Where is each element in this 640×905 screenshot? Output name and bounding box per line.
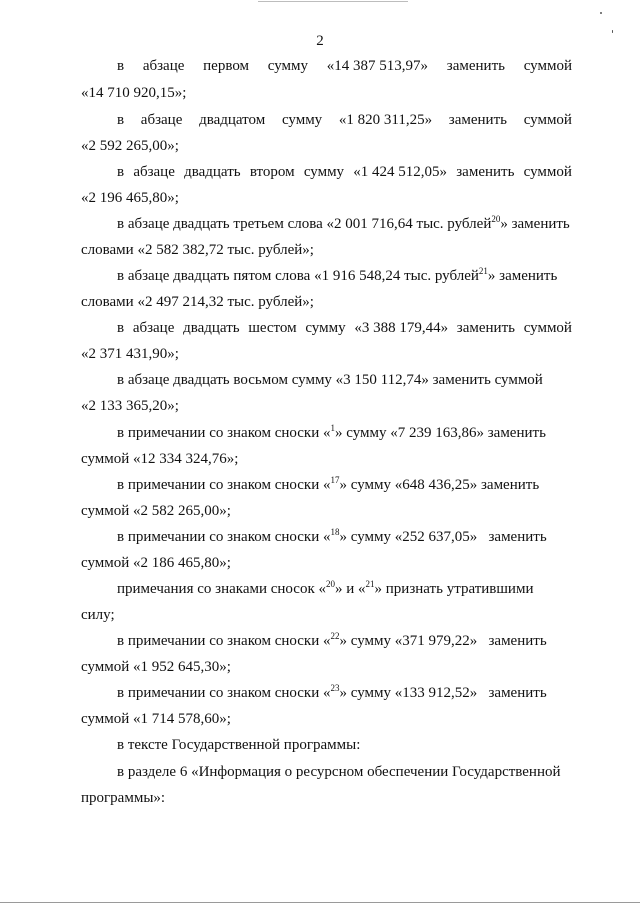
text-line-23	[117, 633, 547, 650]
text-line-16: суммой «12 334 324,76»;	[81, 451, 239, 467]
text-line-25	[117, 685, 547, 702]
text-run: в абзаце двадцать третьем слова «2 001 716,64 тыс. рублей	[117, 216, 492, 232]
word: шестом	[248, 320, 297, 336]
text-line-20: суммой «2 186 465,80»;	[81, 555, 231, 571]
text-run: в примечании со знаком сноски «	[117, 685, 331, 701]
footnote-mark: 22	[330, 631, 340, 641]
text-line-2: «14 710 920,15»;	[81, 85, 187, 101]
text-line-1	[117, 58, 572, 75]
scan-speck	[612, 30, 613, 33]
text-line-7	[117, 216, 570, 233]
text-line-22: силу;	[81, 607, 115, 623]
word: двадцать	[184, 164, 241, 180]
footnote-mark: 1	[330, 423, 335, 433]
footnote-mark: 21	[478, 266, 488, 276]
word: «3 388 179,44»	[354, 320, 449, 336]
text-run: » сумму «371 979,22» заменить	[339, 633, 547, 649]
scan-speck	[600, 12, 602, 14]
text-line-12: «2 371 431,90»;	[81, 346, 179, 362]
text-line-28: в разделе 6 «Информация о ресурсном обеспечении Государственной	[117, 764, 561, 780]
footnote-mark: 20	[326, 579, 335, 589]
text-run: в примечании со знаком сноски «	[117, 633, 331, 649]
text-line-13: в абзаце двадцать восьмом сумму «3 150 112,74» заменить суммой	[117, 372, 543, 388]
word: в	[117, 164, 125, 180]
footnote-mark: 18	[330, 527, 340, 537]
text-line-15	[117, 425, 546, 442]
word: «1 424 512,05»	[353, 164, 448, 180]
word: в	[117, 112, 125, 128]
word: абзаце	[142, 58, 185, 74]
page-number: 2	[316, 33, 324, 49]
word: абзаце	[132, 320, 175, 336]
word: сумму	[305, 320, 346, 336]
footnote-mark: 17	[330, 475, 340, 485]
text-line-27: в тексте Государственной программы:	[117, 737, 361, 753]
text-line-8: словами «2 582 382,72 тыс. рублей»;	[81, 242, 314, 258]
word: сумму	[281, 112, 323, 128]
word: в	[117, 58, 125, 74]
text-run: » сумму «648 436,25» заменить	[339, 477, 540, 493]
word: втором	[249, 164, 295, 180]
word: заменить	[456, 164, 515, 180]
text-line-14: «2 133 365,20»;	[81, 398, 179, 414]
text-line-10: словами «2 497 214,32 тыс. рублей»;	[81, 294, 314, 310]
word: сумму	[267, 58, 309, 74]
text-line-21	[117, 581, 533, 598]
text-line-17	[117, 477, 539, 494]
footnote-mark: 21	[365, 579, 375, 589]
word: «14 387 513,97»	[326, 58, 429, 74]
footnote-mark: 20	[491, 214, 501, 224]
text-run: » сумму «252 637,05» заменить	[339, 529, 547, 545]
text-line-9	[117, 268, 557, 285]
word: сумму	[303, 164, 345, 180]
word: заменить	[448, 112, 507, 128]
text-run: » признать утратившими	[374, 581, 534, 597]
text-line-26: суммой «1 714 578,60»;	[81, 711, 231, 727]
text-line-5	[117, 164, 572, 181]
bottom-edge-mark	[0, 902, 640, 903]
word: абзаце	[133, 164, 175, 180]
top-edge-mark	[258, 1, 408, 2]
text-run: » сумму «133 912,52» заменить	[339, 685, 547, 701]
word: суммой	[523, 58, 572, 74]
word: двадцать	[183, 320, 240, 336]
text-run: примечания со знаками сносок «	[117, 581, 326, 597]
word: суммой	[523, 320, 572, 336]
text-run: » заменить	[487, 268, 558, 284]
text-line-3	[117, 112, 572, 129]
text-line-19	[117, 529, 547, 546]
text-run: » заменить	[500, 216, 570, 232]
word: суммой	[523, 112, 572, 128]
word: двадцатом	[199, 112, 266, 128]
text-run: » и «	[335, 581, 366, 597]
text-line-4: «2 592 265,00»;	[81, 138, 179, 154]
footnote-mark: 23	[330, 683, 340, 693]
word: абзаце	[140, 112, 183, 128]
word: заменить	[446, 58, 505, 74]
word: заменить	[456, 320, 515, 336]
word: суммой	[523, 164, 572, 180]
text-line-29: программы»:	[81, 790, 166, 806]
text-run: в примечании со знаком сноски «	[117, 425, 331, 441]
text-run: в абзаце двадцать пятом слова «1 916 548,24 тыс. рублей	[117, 268, 479, 284]
text-run: » сумму «7 239 163,86» заменить	[334, 425, 546, 441]
text-run: в примечании со знаком сноски «	[117, 529, 331, 545]
text-line-24: суммой «1 952 645,30»;	[81, 659, 231, 675]
text-run: в примечании со знаком сноски «	[117, 477, 331, 493]
text-line-11	[117, 320, 572, 337]
word: в	[117, 320, 125, 336]
text-line-6: «2 196 465,80»;	[81, 190, 179, 206]
word: «1 820 311,25»	[338, 112, 433, 128]
text-line-18: суммой «2 582 265,00»;	[81, 503, 231, 519]
word: первом	[203, 58, 250, 74]
